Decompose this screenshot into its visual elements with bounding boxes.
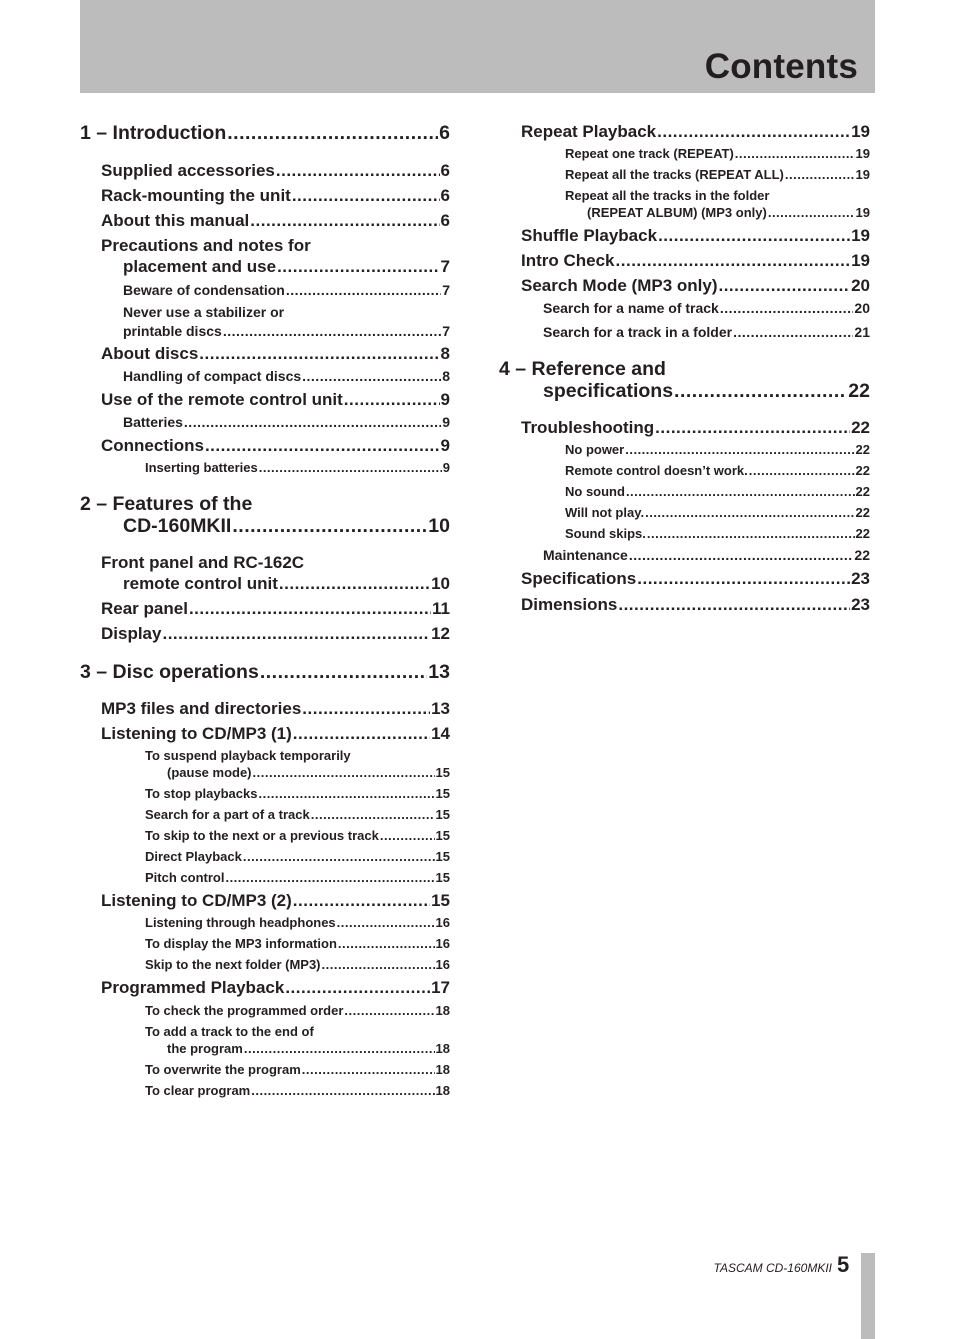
toc-entry-will-not-play[interactable]: Will not play. ..... 22 bbox=[565, 505, 870, 521]
toc-entry-precautions[interactable]: Precautions and notes for placement and use ..... 7 bbox=[101, 236, 450, 277]
toc-entry-stabilizer[interactable]: Never use a stabilizer or printable discs ..... 7 bbox=[123, 304, 450, 340]
toc-entry-search-part[interactable]: Search for a part of a track ..... 15 bbox=[145, 807, 450, 823]
toc-entry-maintenance[interactable]: Maintenance ..... 22 bbox=[543, 547, 870, 564]
header-band bbox=[80, 0, 875, 93]
toc-entry-repeat-all[interactable]: Repeat all the tracks (REPEAT ALL) ..... 19 bbox=[565, 167, 870, 183]
toc-entry-about-discs[interactable]: About discs ..... 8 bbox=[101, 344, 450, 364]
toc-entry-connections[interactable]: Connections ..... 9 bbox=[101, 436, 450, 456]
toc-entry-search-name[interactable]: Search for a name of track ..... 20 bbox=[543, 300, 870, 317]
toc-entry-about-manual[interactable]: About this manual ..... 6 bbox=[101, 211, 450, 231]
toc-chapter-3[interactable]: 3 – Disc operations ..... 13 bbox=[80, 661, 450, 683]
toc-entry-headphones[interactable]: Listening through headphones ..... 16 bbox=[145, 915, 450, 931]
footer-model-name: TASCAM CD-160MKII bbox=[713, 1261, 832, 1275]
toc-entry-repeat-playback[interactable]: Repeat Playback ..... 19 bbox=[521, 122, 870, 142]
toc-entry-dimensions[interactable]: Dimensions ..... 23 bbox=[521, 595, 870, 615]
footer-page-number: 5 bbox=[837, 1252, 850, 1277]
toc-entry-repeat-one[interactable]: Repeat one track (REPEAT) ..... 19 bbox=[565, 146, 870, 162]
toc-chapter-1[interactable]: 1 – Introduction ..... 6 bbox=[80, 122, 450, 144]
toc-entry-handling-discs[interactable]: Handling of compact discs ..... 8 bbox=[123, 368, 450, 385]
toc-entry-listening-1[interactable]: Listening to CD/MP3 (1) ..... 14 bbox=[101, 724, 450, 744]
toc-entry-batteries[interactable]: Batteries ..... 9 bbox=[123, 414, 450, 431]
toc-entry-rear-panel[interactable]: Rear panel ..... 11 bbox=[101, 599, 450, 619]
toc-entry-rack-mounting[interactable]: Rack-mounting the unit ..... 6 bbox=[101, 186, 450, 206]
toc-entry-overwrite-program[interactable]: To overwrite the program ..... 18 bbox=[145, 1062, 450, 1078]
toc-entry-mp3-files[interactable]: MP3 files and directories ..... 13 bbox=[101, 699, 450, 719]
toc-chapter-4[interactable]: 4 – Reference and specifications ..... 22 bbox=[499, 358, 870, 402]
toc-entry-suspend-playback[interactable]: To suspend playback temporarily (pause mode) ..... 15 bbox=[145, 748, 450, 781]
toc-entry-remote-not-work[interactable]: Remote control doesn’t work. ..... 22 bbox=[565, 463, 870, 479]
toc-entry-no-sound[interactable]: No sound ..... 22 bbox=[565, 484, 870, 500]
page-title: Contents bbox=[704, 47, 858, 86]
toc-entry-direct-playback[interactable]: Direct Playback ..... 15 bbox=[145, 849, 450, 865]
toc-entry-intro-check[interactable]: Intro Check ..... 19 bbox=[521, 251, 870, 271]
toc-entry-skip-next[interactable]: To skip to the next or a previous track ..... 15 bbox=[145, 828, 450, 844]
toc-left-column bbox=[80, 118, 450, 1099]
toc-entry-troubleshooting[interactable]: Troubleshooting ..... 22 bbox=[521, 418, 870, 438]
toc-entry-programmed-playback[interactable]: Programmed Playback ..... 17 bbox=[101, 978, 450, 998]
footer-side-bar bbox=[861, 1253, 875, 1339]
toc-entry-pitch-control[interactable]: Pitch control ..... 15 bbox=[145, 870, 450, 886]
toc-entry-specifications[interactable]: Specifications ..... 23 bbox=[521, 569, 870, 589]
toc-chapter-2[interactable]: 2 – Features of the CD-160MKII ..... 10 bbox=[80, 493, 450, 537]
toc-entry-remote-control[interactable]: Use of the remote control unit ..... 9 bbox=[101, 390, 450, 410]
toc-entry-front-panel[interactable]: Front panel and RC-162C remote control unit ..... 10 bbox=[101, 553, 450, 594]
toc-entry-search-mode[interactable]: Search Mode (MP3 only) ..... 20 bbox=[521, 276, 870, 296]
toc-entry-listening-2[interactable]: Listening to CD/MP3 (2) ..... 15 bbox=[101, 891, 450, 911]
toc-entry-mp3-information[interactable]: To display the MP3 information ..... 16 bbox=[145, 936, 450, 952]
toc-entry-sound-skips[interactable]: Sound skips. ..... 22 bbox=[565, 526, 870, 542]
toc-entry-clear-program[interactable]: To clear program ..... 18 bbox=[145, 1083, 450, 1099]
toc-entry-repeat-folder[interactable]: Repeat all the tracks in the folder (REPEAT ALBUM) (MP3 only) ..... 19 bbox=[565, 188, 870, 221]
toc-entry-shuffle-playback[interactable]: Shuffle Playback ..... 19 bbox=[521, 226, 870, 246]
toc-entry-add-track[interactable]: To add a track to the end of the program ..... 18 bbox=[145, 1024, 450, 1057]
toc-right-column bbox=[499, 118, 870, 615]
toc-entry-no-power[interactable]: No power ..... 22 bbox=[565, 442, 870, 458]
toc-entry-skip-folder[interactable]: Skip to the next folder (MP3) ..... 16 bbox=[145, 957, 450, 973]
toc-entry-stop-playbacks[interactable]: To stop playbacks ..... 15 bbox=[145, 786, 450, 802]
toc-entry-condensation[interactable]: Beware of condensation ..... 7 bbox=[123, 282, 450, 299]
toc-entry-display[interactable]: Display ..... 12 bbox=[101, 624, 450, 644]
toc-entry-search-folder[interactable]: Search for a track in a folder ..... 21 bbox=[543, 324, 870, 341]
toc-entry-supplied-accessories[interactable]: Supplied accessories ..... 6 bbox=[101, 161, 450, 181]
toc-entry-inserting-batteries[interactable]: Inserting batteries ..... 9 bbox=[145, 460, 450, 476]
toc-entry-check-programmed[interactable]: To check the programmed order ..... 18 bbox=[145, 1003, 450, 1019]
